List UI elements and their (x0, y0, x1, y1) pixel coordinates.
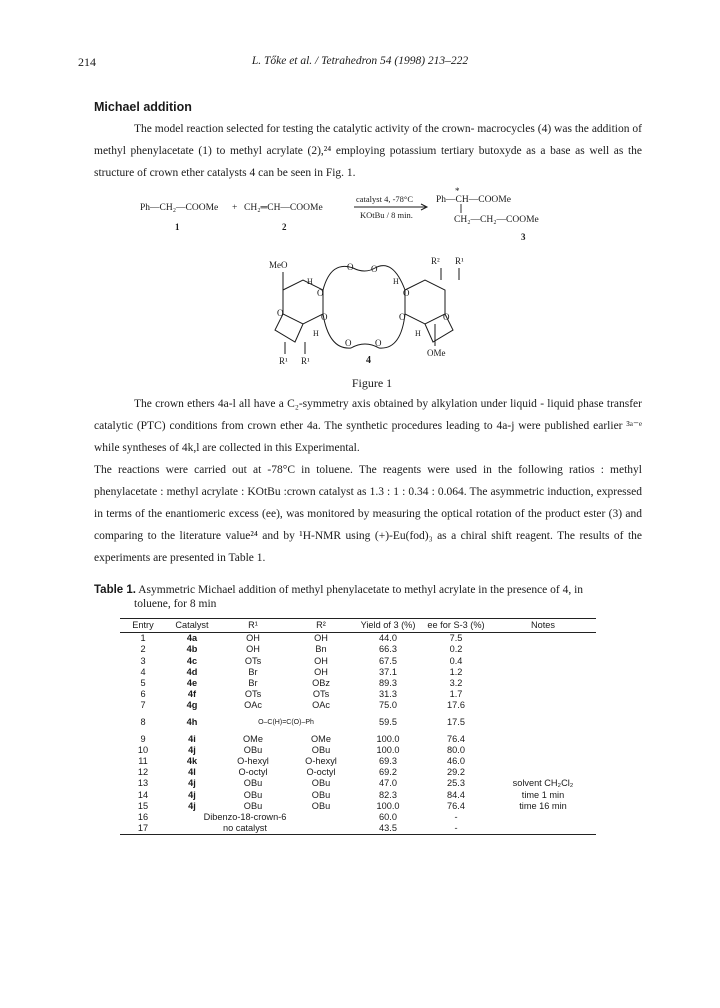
header-r2: R² (288, 619, 354, 633)
cell-r1: OH (246, 633, 260, 644)
cell-catalyst: 4i (188, 733, 196, 744)
compound-label-1: 1 (175, 222, 180, 232)
cell-catalyst-wide: Dibenzo-18-crown-6 (203, 812, 287, 823)
cell-notes (490, 823, 596, 835)
cell-yield: 44.0 (379, 633, 397, 644)
table-row (120, 767, 596, 778)
cell-entry: 5 (140, 678, 146, 689)
cell-r2: OMe (311, 733, 331, 744)
cell-r1: Br (248, 678, 258, 689)
cell-notes (490, 812, 596, 823)
cell-entry: 17 (137, 823, 149, 834)
table-row (120, 823, 596, 835)
paragraph-3: The reactions were carried out at -78°C in toluene. The reagents were used in the following ratios : methyl phenylacetate : methyl acrylate : KOtBu :crown catalyst as 1.3 : 1 : 0.34 : 0.064. The asymmetric induction, expressed in terms of the enantiomeric excess (ee), was monitored by measuring the optical rotation of the product ester (3) and comparing to the literature value²⁴ and by ¹H-NMR using (+)-Eu(fod)₃ as a chiral shift reagent. The results of the experiments are presented in Table 1. (94, 464, 642, 564)
cell-ee: 80.0 (447, 744, 465, 755)
cell-r2: O-hexyl (305, 756, 337, 767)
o-label: O (399, 312, 406, 322)
table-row (120, 667, 596, 678)
page-number: 214 (78, 55, 96, 69)
o-label: O (345, 338, 352, 348)
cell-entry: 10 (137, 744, 149, 755)
o-label: O (317, 288, 324, 298)
cell-yield: 100.0 (376, 800, 400, 811)
cell-entry: 9 (140, 733, 146, 744)
table-row (120, 678, 596, 689)
cell-notes (490, 644, 596, 655)
reagent-bottom: KOtBu / 8 min. (360, 210, 413, 220)
cell-catalyst: 4l (188, 767, 196, 778)
cell-entry: 8 (140, 717, 146, 728)
cell-ee: 76.4 (447, 800, 465, 811)
cell-yield: 67.5 (379, 655, 397, 666)
cell-r1: OTs (244, 689, 262, 700)
cell-r1: OH (246, 644, 260, 655)
cell-r1: OBu (243, 744, 263, 755)
table-row (120, 790, 596, 801)
cell-notes (490, 689, 596, 700)
section-title: Michael addition (94, 100, 192, 114)
h-label: H (307, 277, 313, 286)
cell-catalyst: 4f (187, 689, 197, 700)
header-catalyst: Catalyst (166, 619, 218, 633)
cell-entry: 12 (137, 767, 149, 778)
header-entry: Entry (120, 619, 166, 633)
r2-label: R² (431, 256, 440, 266)
cell-ee: - (454, 812, 458, 823)
header-yield: Yield of 3 (%) (354, 619, 422, 633)
o-label: O (375, 338, 382, 348)
stereo-star: * (455, 186, 460, 196)
cell-ee: 25.3 (447, 778, 465, 789)
cell-notes (490, 633, 596, 645)
running-head: L. Tőke et al. / Tetrahedron 54 (1998) 213–222 (251, 55, 469, 67)
cell-r1: O-hexyl (237, 756, 269, 767)
cell-catalyst: 4a (186, 633, 198, 644)
cell-notes (490, 667, 596, 678)
o-label: O (403, 288, 410, 298)
o-label: O (347, 262, 354, 272)
r1-label: R¹ (279, 356, 288, 366)
cell-r2: OBu (311, 778, 331, 789)
h-label: H (393, 277, 399, 286)
cell-entry: 2 (140, 644, 146, 655)
cell-entry: 14 (137, 789, 149, 800)
cell-catalyst: 4j (188, 778, 196, 789)
table-row (120, 734, 596, 745)
cell-yield: 59.5 (379, 717, 397, 728)
table-row (120, 745, 596, 756)
cell-entry: 16 (137, 812, 149, 823)
reaction-scheme (140, 186, 600, 248)
cell-r1: Br (248, 666, 258, 677)
table-caption-line-1: Asymmetric Michael addition of methyl phenylacetate to methyl acrylate in the presence of 4, in (138, 584, 584, 596)
paragraph-1: The model reaction selected for testing the catalytic activity of the crown- macrocycles (4) was the addition of methyl phenylacetate (1) to methyl acrylate (2),²⁴ employing potassium tertiary butoxyde as a base as well as the structure of crown ether catalysts 4 can be seen in Fig. 1. (94, 123, 642, 179)
meo-label: MeO (269, 260, 288, 270)
cell-entry: 13 (137, 778, 149, 789)
cell-r2: OBz (312, 678, 330, 689)
cell-yield: 60.0 (379, 812, 397, 823)
cell-yield: 31.3 (379, 689, 397, 700)
compound-label-2: 2 (282, 222, 287, 232)
ome-label: OMe (427, 348, 446, 358)
cell-yield: 69.2 (379, 767, 397, 778)
cell-catalyst-wide: no catalyst (223, 823, 267, 834)
table-caption (94, 583, 654, 611)
cell-catalyst: 4g (186, 700, 198, 711)
table-header-row (120, 619, 596, 633)
cell-yield: 43.5 (379, 823, 397, 834)
cell-yield: 47.0 (379, 778, 397, 789)
cell-ee: 76.4 (447, 733, 465, 744)
cell-yield: 89.3 (379, 678, 397, 689)
header-r1: R¹ (218, 619, 288, 633)
cell-ee: 0.4 (449, 655, 463, 666)
cell-r2: OBu (311, 789, 331, 800)
cell-yield: 100.0 (376, 733, 400, 744)
cell-entry: 3 (140, 655, 146, 666)
cell-ee: 46.0 (447, 756, 465, 767)
cell-catalyst: 4k (186, 756, 198, 767)
r1-label: R¹ (455, 256, 464, 266)
cell-notes (490, 767, 596, 778)
cell-r2: OBu (311, 744, 331, 755)
cell-yield: 69.3 (379, 756, 397, 767)
cell-ee: 17.6 (447, 700, 465, 711)
cell-entry: 1 (140, 633, 146, 644)
table-caption-label: Table 1. (94, 584, 136, 596)
table-row (120, 756, 596, 767)
cell-r2: OTs (312, 689, 330, 700)
cell-ee: 0.2 (449, 644, 463, 655)
table-row (120, 633, 596, 645)
cell-entry: 6 (140, 689, 146, 700)
cell-entry: 4 (140, 666, 146, 677)
cell-catalyst: 4j (188, 789, 196, 800)
cell-ee: 1.2 (449, 666, 463, 677)
header-notes: Notes (490, 619, 596, 633)
cell-ee: 1.7 (449, 689, 463, 700)
product-top: Ph—CH—COOMe (436, 195, 511, 205)
cell-ee: - (454, 823, 458, 834)
cell-entry: 7 (140, 700, 146, 711)
cell-r1: OMe (243, 733, 263, 744)
table-row (120, 801, 596, 812)
cell-r1: OTs (244, 655, 262, 666)
cell-notes: time 16 min (519, 800, 567, 811)
cell-r2: O-octyl (306, 767, 336, 778)
paragraph-2: The crown ethers 4a-l all have a C₂-symmetry axis obtained by alkylation under liquid - liquid phase transfer catalytic (PTC) conditions from crown ether 4a. The synthetic procedures leading to 4a-j were published earlier ³ᵃ⁻ᵉ while syntheses of 4k,l are collected in this Experimental. (94, 398, 642, 454)
cell-notes (490, 734, 596, 745)
cell-r2: OH (314, 666, 328, 677)
results-table (120, 618, 596, 835)
cell-r1: OBu (243, 800, 263, 811)
cell-ee: 84.4 (447, 789, 465, 800)
cell-yield: 66.3 (379, 644, 397, 655)
cell-r1: O-octyl (238, 767, 268, 778)
cell-catalyst: 4b (186, 644, 198, 655)
table-row (120, 644, 596, 655)
cell-r2: Bn (315, 644, 327, 655)
cell-ee: 3.2 (449, 678, 463, 689)
header-ee: ee for S-3 (%) (422, 619, 490, 633)
cell-r2: OH (314, 633, 328, 644)
cell-catalyst: 4c (186, 655, 198, 666)
cell-notes (490, 700, 596, 711)
reactant-1: Ph—CH₂—COOMe (140, 203, 219, 213)
cell-notes (490, 678, 596, 689)
cell-yield: 75.0 (379, 700, 397, 711)
o-label: O (277, 308, 284, 318)
figure-caption: Figure 1 (351, 376, 393, 390)
cell-ee: 7.5 (449, 633, 463, 644)
h-label: H (415, 329, 421, 338)
table-row (120, 812, 596, 823)
table-row (120, 700, 596, 711)
reagent-top: catalyst 4, -78°C (356, 194, 413, 204)
cell-r1: OAc (244, 700, 262, 711)
cell-notes (490, 745, 596, 756)
cell-yield: 100.0 (376, 744, 400, 755)
r1-label: R¹ (301, 356, 310, 366)
crown-ether-structure (255, 250, 475, 370)
product-bottom: CH₂—CH₂—COOMe (454, 215, 539, 225)
o-label: O (371, 264, 378, 274)
cell-catalyst: 4j (188, 800, 196, 811)
cell-ee: 17.5 (447, 717, 465, 728)
cell-notes (490, 712, 596, 734)
compound-label-4: 4 (366, 355, 371, 366)
cell-notes: solvent CH₂Cl₂ (512, 778, 574, 789)
o-label: O (321, 312, 328, 322)
table-row (120, 689, 596, 700)
cell-r2: OH (314, 655, 328, 666)
cell-yield: 37.1 (379, 666, 397, 677)
cell-r1: OBu (243, 789, 263, 800)
cell-r1: OBu (243, 778, 263, 789)
reactant-2: CH₂═CH—COOMe (244, 203, 323, 213)
plus-sign: + (232, 203, 238, 213)
cell-catalyst: 4h (186, 717, 198, 728)
cell-catalyst: 4j (188, 744, 196, 755)
cell-notes: time 1 min (521, 789, 565, 800)
cell-r2: OBu (311, 800, 331, 811)
cell-ee: 29.2 (447, 767, 465, 778)
table-caption-line-2: toluene, for 8 min (134, 598, 217, 610)
table-row (120, 712, 596, 734)
cell-r1-r2-bridge: O–C(H)=C(O)–Ph (258, 719, 314, 727)
table-row (120, 778, 596, 789)
cell-notes (490, 756, 596, 767)
cell-catalyst: 4d (186, 666, 198, 677)
cell-r2: OAc (312, 700, 330, 711)
compound-label-3: 3 (521, 232, 526, 242)
table-row (120, 656, 596, 667)
cell-yield: 82.3 (379, 789, 397, 800)
cell-entry: 15 (137, 800, 149, 811)
cell-entry: 11 (138, 756, 148, 767)
cell-notes (490, 656, 596, 667)
o-label: O (443, 312, 450, 322)
h-label: H (313, 329, 319, 338)
cell-catalyst: 4e (186, 678, 198, 689)
